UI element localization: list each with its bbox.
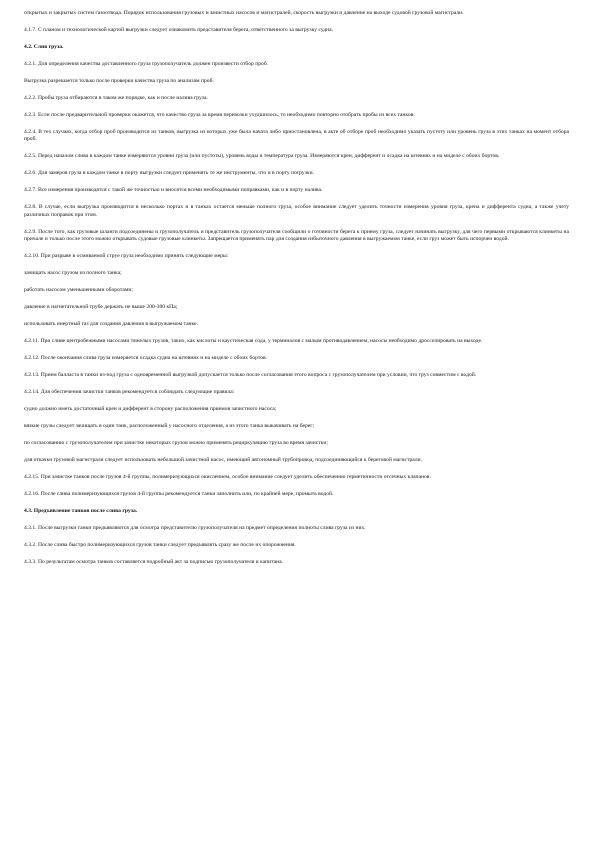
paragraph-list — [24, 10, 569, 567]
paragraph: давление в нагнетательной трубе держать не выше 200-300 кПа; — [24, 304, 178, 311]
paragraph: по согласованию с грузополучателем при зачистке некоторых грузов можно применять рециркуляцию груза во время зачистки; — [24, 440, 328, 447]
paragraph: 4.3.3. По результатам осмотра танков составляется подробный акт за подписью грузополучателя и капитана. — [24, 559, 283, 566]
paragraph: 4.2.12. После окончания слива груза измеряется осадка судна на штевнях и на миделе с обоих бортов. — [24, 355, 268, 362]
paragraph: 4.3.1. После выгрузки танки предъявляются для осмотра представителю грузополучателя на предмет определения полноты слива груза из них. — [24, 525, 366, 532]
paragraph: работать насосом уменьшенными оборотами; — [24, 287, 133, 294]
paragraph: для откачки грузовой магистрали следует использовать небольшой зачистной насос, имеющий автономный трубопровод, подсоединяющийся к береговой магистрали. — [24, 457, 422, 464]
paragraph: 4.2.14. Для обеспечения зачистки танков рекомендуется соблюдать следующие правила: — [24, 389, 235, 396]
paragraph: 4.1.7. С планом и технологической картой выгрузки следует ознакомить представителя берега, ответственного за выгрузку судна. — [24, 27, 334, 33]
paragraph: Выгрузка разрешается только после проверки качества груза по анализам проб. — [24, 78, 214, 84]
paragraph: 4.2.11. При сливе центробежными насосами тяжелых грузов, таких, как кислоты и каустическая сода, у терминалов с малым противодавлением, насосы необходимо дросселировать на выходе. — [24, 338, 483, 345]
paragraph: 4.2.13. Прием балласта в танки из-под груза с одновременной выгрузкой допускается только после согласования этого вопроса с грузополучателем при условии, что груз совместим с водой. — [24, 372, 477, 379]
paragraph: 4.2.10. При разрыве в осмиваемой струе груза необходимо принять следующие меры: — [24, 253, 229, 260]
paragraph: зачищать насос грузом из полного танка; — [24, 270, 122, 277]
paragraph: вязкие грузы следует зачищать в один танк, расположенный у насосного отделения, а из этого танка выкачивать на берег; — [24, 423, 315, 430]
paragraph: 4.2.15. При зачистке танков после грузов 4-й группы, полимеризующихся окислением, особое внимание следует уделить обеспечению герметичности отсечных клапанов. — [24, 474, 431, 481]
paragraph: 4.2.5. Перед началом слива в каждом танке измеряются уровни груза (или пустоты), уровень воды и температура груза. Измеряются крен, дифферент и осадка на штевнях и на миделе с обоих бортов. — [24, 153, 500, 160]
paragraph: 4.2.4. В тех случаях, когда отбор проб производится из танков, выгрузка из которых уже была начата либо приостановлена, в акте об отборе проб необходимо указать пустоту или уровень груза в этих танках на момент отбора проб. — [24, 129, 569, 143]
section-heading: 4.2. Слив груза. — [24, 44, 64, 50]
paragraph: 4.2.3. Если после предварительной проверки окажется, что качество груза за время перевозки ухудшилось, то необходимо повторно отобрать пробы из всех танков. — [24, 112, 415, 118]
paragraph: судно должно иметь достаточный крен и дифферент в сторону расположения приемов зачистного насоса; — [24, 406, 277, 413]
paragraph: 4.2.16. После слива полимеризующихся грузов 4-й группы рекомендуется танки заполнить или, по крайней мере, промыть водой. — [24, 491, 334, 498]
paragraph: 4.2.1. Для определения качества доставленного груза грузополучатель должен произвести отбор проб. — [24, 61, 269, 67]
paragraph: 4.3.2. После слива быстро полимеризующихся грузов танки следует предъявлять сразу же после их опорожнения. — [24, 542, 296, 549]
paragraph: 4.2.6. Для замеров груза в каждом танке в порту выгрузки следует применять те же инструменты, что и в порту погрузки. — [24, 170, 315, 177]
paragraph: использовать инертный газ для создания давления в выгружаемом танке. — [24, 321, 199, 328]
section-heading: 4.3. Предъявление танков после слива груза. — [24, 508, 138, 515]
paragraph: 4.2.8. В случае, если выгрузка производится в несколько портах и в танках остается меньше полного груза, особое внимание следует уделить точности измерения уровня груза, крена и дифферента судна, а также учету различных поправок при этом. — [24, 204, 569, 218]
paragraph: 4.2.9. После того, как грузовые шланги подсоединены и грузополучатель и представитель грузополучателя сообщили о готовности берега к приему груза, следует начинать выгрузку, для чего первыми открываются клинкеты на причале и только после этого можно открывать судовые грузовые клинкеты. Запрещается применять пар для создания избыточного давления в выгружаемом танке, если груз может быть испорчен водой. — [24, 228, 569, 243]
paragraph: 4.2.7. Все измерения производятся с такой же точностью и вносятся всеми необходимыми поправками, как и в порту налива. — [24, 187, 323, 194]
paragraph: открытых и закрытых систем газоотвода. Порядок использования грузовых и зачистных насосов и магистралей, скорость выгрузки и давление на выходе судовой грузовой магистрали. — [24, 10, 464, 16]
paragraph: 4.2.2. Пробы груза отбираются в таком же порядке, как и после налива груза. — [24, 95, 208, 101]
